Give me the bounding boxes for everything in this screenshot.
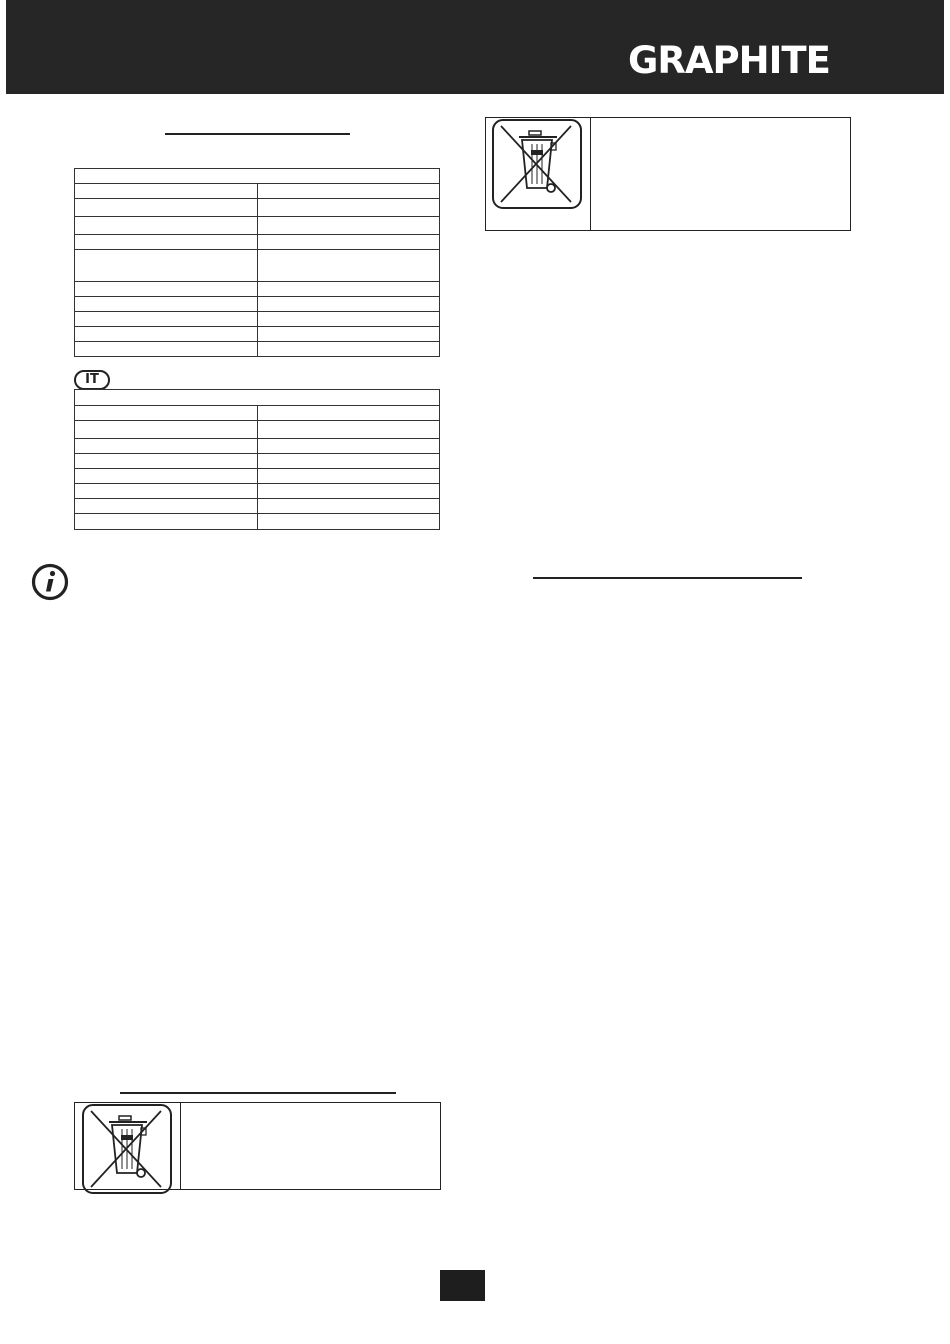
info-icon bbox=[31, 563, 69, 601]
graphite-logo bbox=[628, 40, 852, 78]
spec-table-2 bbox=[74, 389, 440, 530]
spec-table-1 bbox=[74, 168, 440, 357]
crossed-out-wheelie-bin-icon bbox=[491, 118, 583, 210]
crossed-out-wheelie-bin-icon bbox=[81, 1103, 173, 1195]
table-header-row bbox=[75, 390, 440, 406]
section-heading-rule bbox=[165, 133, 350, 135]
header-bar bbox=[6, 0, 944, 94]
table-header-row bbox=[75, 169, 440, 184]
right-section-heading-rule bbox=[533, 577, 802, 579]
page-number-box bbox=[440, 1270, 485, 1301]
weee-notice-box-left bbox=[74, 1102, 441, 1190]
weee-icon-cell bbox=[486, 118, 591, 230]
weee-icon-cell bbox=[75, 1103, 181, 1189]
brand-text: GRAPHITE bbox=[628, 40, 830, 78]
language-badge: IT bbox=[74, 370, 110, 390]
disposal-heading-rule bbox=[120, 1092, 396, 1094]
weee-notice-box-right bbox=[485, 117, 851, 231]
